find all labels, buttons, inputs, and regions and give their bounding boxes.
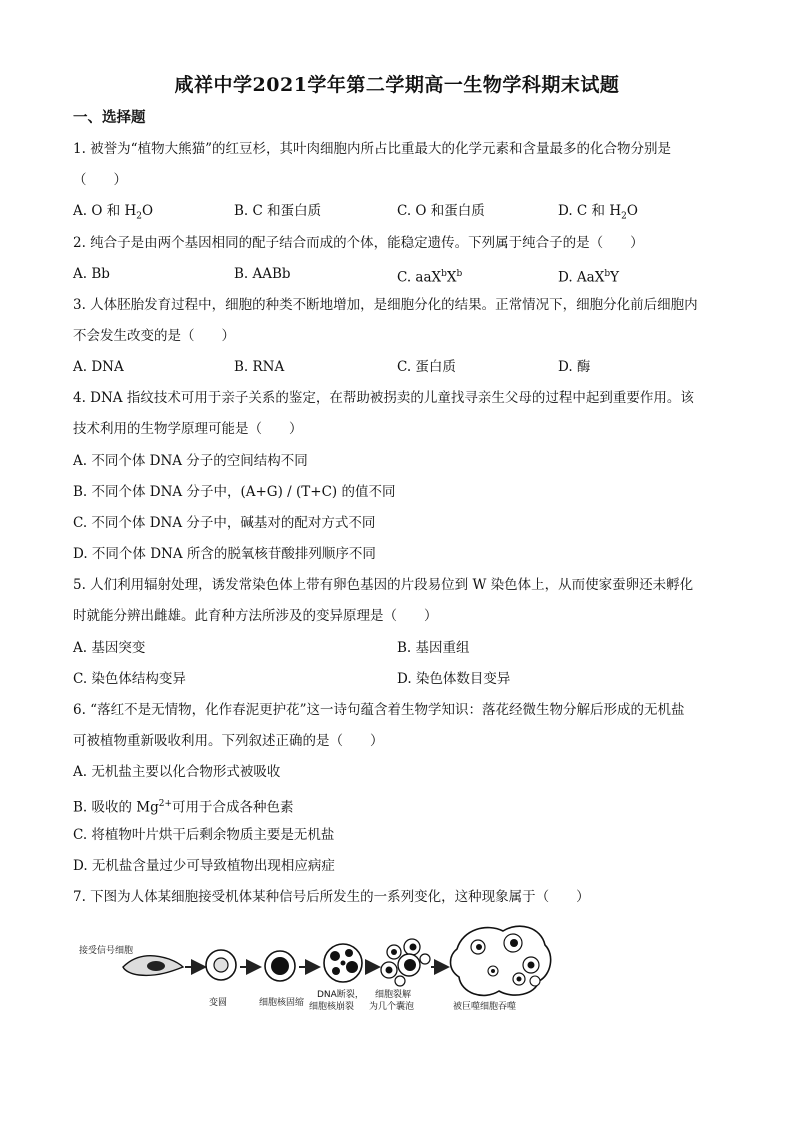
macrophage-engulfing-icon (451, 926, 551, 995)
q6-b-text: B. 吸收的 Mg (73, 799, 159, 816)
q1-option-b[interactable]: B. C 和蛋白质 (234, 203, 322, 219)
fragmented-nucleus-cell-icon (324, 944, 362, 982)
q2-option-c[interactable] (397, 264, 462, 288)
q3-stem-line1: 3. 人体胚胎发育过程中，细胞的种类不断地增加，是细胞分化的结果。正常情况下，细胞分化前后细胞内 (73, 297, 698, 313)
q6-b-sup: 2+ (158, 799, 173, 809)
q6-option-d[interactable]: D. 无机盐含量过少可导致植物出现相应病症 (73, 858, 335, 874)
condensed-nucleus-cell-icon (265, 951, 295, 981)
q3-option-c[interactable]: C. 蛋白质 (397, 359, 456, 375)
q3-option-b[interactable]: B. RNA (234, 359, 285, 375)
q3-option-a[interactable]: A. DNA (73, 359, 124, 375)
q3-option-d[interactable]: D. 酶 (558, 359, 591, 375)
q2-d-text: D. AaX (558, 269, 605, 286)
q2-c-sup2: b (456, 269, 463, 279)
diagram-label-stage1: 变圆 (209, 998, 228, 1008)
section-heading: 一、选择题 (73, 109, 146, 126)
q5-option-c[interactable]: C. 染色体结构变异 (73, 671, 186, 687)
q5-stem-line1: 5. 人们利用辐射处理，诱发常染色体上带有卵色基因的片段易位到 W 染色体上，从而使家蚕卵还未孵化 (73, 577, 694, 593)
apoptosis-diagram-svg (73, 915, 613, 1015)
q2-option-a[interactable]: A. Bb (73, 266, 110, 282)
q6-b-post: 可用于合成各种色素 (172, 799, 294, 816)
q2-option-d[interactable] (558, 264, 619, 288)
q5-stem-line2: 时就能分辨出雌雄。此育种方法所涉及的变异原理是（ ） (73, 608, 438, 624)
diagram-label-stage3b: 细胞核崩裂 (309, 1002, 355, 1012)
q1-stem: 1. 被誉为“植物大熊猫”的红豆杉，其叶肉细胞内所占比重最大的化学元素和含量最多的化合物分别是 (73, 141, 671, 157)
q6-option-b[interactable] (73, 794, 294, 818)
q5-option-d[interactable]: D. 染色体数目变异 (397, 671, 511, 687)
q2-stem: 2. 纯合子是由两个基因相同的配子结合而成的个体，能稳定遗传。下列属于纯合子的是（ ） (73, 235, 644, 251)
apoptotic-bodies-icon (381, 939, 430, 986)
apoptosis-diagram (73, 915, 613, 1015)
q1-a-text: A. O 和 H (73, 203, 137, 219)
q2-d-post: Y (610, 269, 620, 286)
q6-option-c[interactable]: C. 将植物叶片烘干后剩余物质主要是无机盐 (73, 827, 335, 843)
q1-option-d[interactable] (558, 201, 638, 227)
q1-a-sub: 2 (136, 211, 142, 222)
q1-a-post: O (142, 203, 154, 219)
q5-option-a[interactable]: A. 基因突变 (73, 640, 146, 656)
q1-d-post: O (626, 203, 638, 219)
q5-option-b[interactable]: B. 基因重组 (397, 640, 470, 656)
q6-stem-line1: 6. “落红不是无情物，化作春泥更护花”这一诗句蕴含着生物学知识：落花经微生物分解后形成的无机盐 (73, 702, 685, 718)
q4-option-a[interactable]: A. 不同个体 DNA 分子的空间结构不同 (73, 453, 308, 469)
q2-c-mid: X (446, 269, 457, 286)
q2-c-sup1: b (441, 269, 447, 279)
q7-stem: 7. 下图为人体某细胞接受机体某种信号后所发生的一系列变化，这种现象属于（ ） (73, 889, 590, 905)
q4-option-b[interactable]: B. 不同个体 DNA 分子中，(A+G) / (T+C) 的值不同 (73, 484, 396, 500)
page-title: 咸祥中学2021学年第二学期高一生物学科期末试题 (174, 74, 620, 96)
q1-option-a[interactable] (73, 201, 153, 227)
q4-option-d[interactable]: D. 不同个体 DNA 所含的脱氧核苷酸排列顺序不同 (73, 546, 376, 562)
rounded-cell-icon (206, 950, 236, 980)
diagram-label-stage5: 被巨噬细胞吞噬 (453, 1002, 517, 1012)
spindle-cell-icon (123, 956, 183, 976)
q2-option-b[interactable]: B. AABb (234, 266, 291, 282)
q1-option-c[interactable]: C. O 和蛋白质 (397, 203, 485, 219)
q3-stem-line2: 不会发生改变的是（ ） (73, 328, 235, 344)
q4-option-c[interactable]: C. 不同个体 DNA 分子中，碱基对的配对方式不同 (73, 515, 376, 531)
q1-paren: （ ） (73, 172, 127, 188)
diagram-label-stage4a: 细胞裂解 (375, 990, 412, 1000)
q1-d-sub: 2 (621, 211, 627, 222)
q1-d-text: D. C 和 H (558, 203, 622, 219)
q6-option-a[interactable]: A. 无机盐主要以化合物形式被吸收 (73, 764, 281, 780)
diagram-label-stage2: 细胞核固缩 (259, 998, 305, 1008)
q2-c-text: C. aaX (397, 269, 442, 286)
q4-stem-line2: 技术利用的生物学原理可能是（ ） (73, 421, 303, 437)
diagram-label-stage4b: 为几个囊泡 (369, 1002, 415, 1012)
q2-d-sup: b (604, 269, 611, 279)
diagram-label-start: 接受信号细胞 (79, 946, 134, 956)
q6-stem-line2: 可被植物重新吸收利用。下列叙述正确的是（ ） (73, 733, 384, 749)
q4-stem-line1: 4. DNA 指纹技术可用于亲子关系的鉴定，在帮助被拐卖的儿童找寻亲生父母的过程中起到重要作用。该 (73, 390, 694, 406)
diagram-label-stage3a: DNA断裂， (317, 990, 364, 1000)
